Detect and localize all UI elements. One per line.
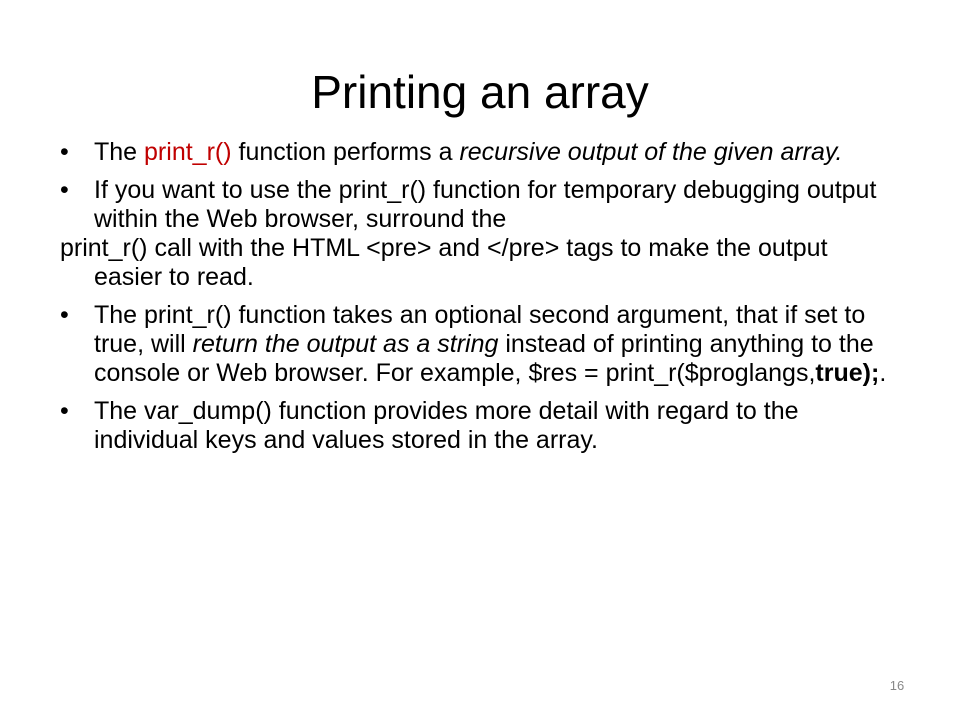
bullet-icon: • [60, 397, 69, 425]
page-number: 16 [889, 678, 905, 693]
bullet-text: instead of printing anything to the console or Web browser. For example, $res = print_r($proglangs, [94, 330, 874, 387]
bullet-item-1 [60, 138, 900, 167]
bullet-icon: • [60, 176, 69, 204]
bullet-text: The print_r() function takes an optional second argument, that if set to true, will [94, 301, 866, 358]
bullet-text: function performs a [231, 138, 460, 166]
italic-text: recursive output of the given array. [459, 138, 843, 166]
bullet-continuation [60, 234, 900, 292]
bold-text: true); [815, 359, 880, 387]
bullet-text: If you want to use the print_r() function for temporary debugging output within the Web browser, surround the [94, 176, 877, 233]
bullet-item-3 [60, 301, 900, 388]
function-name-highlight: print_r() [144, 138, 232, 166]
bullet-item-4 [60, 397, 900, 455]
italic-text: return the output as a string [192, 330, 499, 358]
bullet-text: The [94, 138, 145, 166]
bullet-item-2 [60, 176, 900, 234]
bullet-icon: • [60, 138, 69, 166]
slide-title: Printing an array [311, 66, 649, 118]
bullet-icon: • [60, 301, 69, 329]
continuation-text: print_r() call with the HTML <pre> and </pre> tags to make the output easier to read. [60, 234, 828, 291]
bullet-text: The var_dump() function provides more detail with regard to the individual keys and values stored in the array. [94, 397, 799, 454]
bullet-text: . [879, 359, 887, 387]
slide-body [60, 138, 900, 464]
